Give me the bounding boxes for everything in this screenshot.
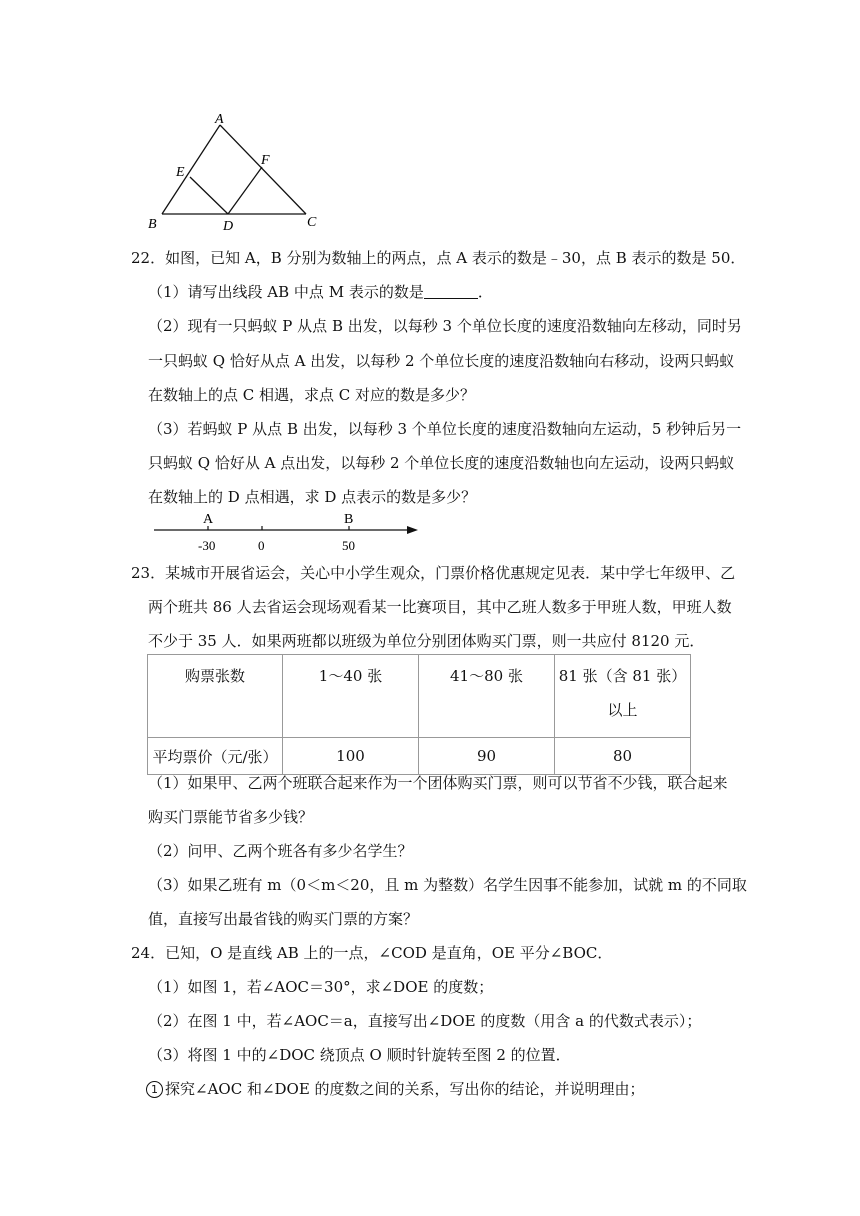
table-header-cell: 购票张数: [148, 655, 283, 738]
q24-stem-text: 已知，O 是直线 AB 上的一点，∠COD 是直角，OE 平分∠BOC．: [165, 944, 613, 962]
label-e: E: [176, 165, 185, 180]
tick-label-a: -30: [198, 538, 216, 553]
segment-ab: [162, 125, 220, 214]
q22-part1-text: （1）请写出线段 AB 中点 M 表示的数是: [148, 283, 424, 301]
point-b-label: B: [344, 512, 354, 527]
label-f: F: [261, 153, 270, 168]
q24-part3: （3）将图 1 中的∠DOC 绕顶点 O 顺时针旋转至图 2 的位置．: [148, 1046, 571, 1064]
table-cell: 90: [419, 738, 555, 775]
q22-part3-line1: （3）若蚂蚁 P 从点 B 出发，以每秒 3 个单位长度的速度沿数轴向左运动，5 秒钟后另一: [148, 420, 742, 438]
q22-part1-end: ．: [477, 283, 493, 301]
table-header-line: 以上: [607, 701, 638, 719]
table-cell: 平均票价（元/张）: [148, 738, 283, 775]
label-d: D: [223, 219, 234, 233]
q24-part1: （1）如图 1，若∠AOC＝30°，求∠DOE 的度数；: [148, 978, 494, 996]
q22-stem-text: 如图，已知 A，B 分别为数轴上的两点，点 A 表示的数是﹣30，点 B 表示的数是 50．: [165, 249, 746, 267]
q24-stem: [131, 943, 612, 963]
label-b: B: [148, 217, 157, 232]
q23-line1: [131, 563, 735, 583]
answer-blank[interactable]: [424, 284, 478, 299]
q24-sub1-text: 探究∠AOC 和∠DOE 的度数之间的关系，写出你的结论，并说明理由；: [165, 1080, 645, 1098]
table-row: [148, 655, 691, 738]
point-a-label: A: [203, 512, 214, 527]
q22-part2-line2: 一只蚂蚁 Q 恰好从点 A 出发，以每秒 2 个单位长度的速度沿数轴向右移动，设两只蚂蚁: [148, 352, 735, 370]
number-line-figure: [148, 508, 428, 556]
tick-label-0: 0: [258, 538, 265, 553]
q24-part2: （2）在图 1 中，若∠AOC＝a，直接写出∠DOE 的度数（用含 a 的代数式表示）；: [148, 1012, 702, 1030]
q23-part3-line2: 值，直接写出最省钱的购买门票的方案？: [148, 910, 419, 928]
label-c: C: [307, 215, 317, 230]
price-table: [147, 654, 691, 775]
q23-part3-line1: （3）如果乙班有 m（0＜m＜20，且 m 为整数）名学生因事不能参加，试就 m 的不同取: [148, 876, 747, 894]
segment-ed: [190, 177, 228, 214]
table-row: [148, 738, 691, 775]
q23-line3: 不少于 35 人．如果两班都以班级为单位分别团体购买门票，则一共应付 8120 元．: [148, 632, 705, 650]
q23-number: 23．: [131, 564, 166, 582]
segment-ac: [220, 125, 306, 214]
table-cell: 100: [283, 738, 419, 775]
q23-part1-line1: （1）如果甲、乙两个班联合起来作为一个团体购买门票，则可以节省不少钱，联合起来: [148, 774, 728, 792]
q22-stem: [131, 248, 745, 268]
q23-line2: 两个班共 86 人去省运会现场观看某一比赛项目，其中乙班人数多于甲班人数，甲班人数: [148, 598, 732, 616]
table-header-cell: 1～40 张: [283, 655, 419, 738]
q22-part3-line2: 只蚂蚁 Q 恰好从 A 点出发，以每秒 2 个单位长度的速度沿数轴也向左运动，设两只蚂蚁: [148, 454, 735, 472]
table-header-cell: 41～80 张: [419, 655, 555, 738]
segment-df: [228, 167, 262, 214]
q23-line1-text: 某城市开展省运会，关心中小学生观众，门票价格优惠规定见表．某中学七年级甲、乙: [165, 564, 736, 582]
q24-sub1: [146, 1079, 645, 1099]
q22-number: 22．: [131, 249, 166, 267]
tick-label-b: 50: [342, 538, 355, 553]
triangle-figure: [140, 108, 330, 233]
q23-part2: （2）问甲、乙两个班各有多少名学生？: [148, 842, 413, 860]
circled-number-1: 1: [146, 1081, 163, 1098]
q22-part3-line3: 在数轴上的 D 点相遇，求 D 点表示的数是多少？: [148, 488, 477, 506]
q24-number: 24．: [131, 944, 166, 962]
label-a: A: [215, 112, 224, 127]
table-header-cell: [555, 655, 691, 738]
q22-part1: [148, 282, 493, 302]
q22-part2-line3: 在数轴上的点 C 相遇，求点 C 对应的数是多少？: [148, 386, 476, 404]
q22-part2-line1: （2）现有一只蚂蚁 P 从点 B 出发，以每秒 3 个单位长度的速度沿数轴向左移动，同时另: [148, 317, 742, 335]
arrow-right-icon: [407, 526, 418, 534]
q23-part1-line2: 购买门票能节省多少钱？: [148, 808, 314, 826]
table-header-line: 81 张（含 81 张）: [558, 667, 687, 685]
table-cell: 80: [555, 738, 691, 775]
